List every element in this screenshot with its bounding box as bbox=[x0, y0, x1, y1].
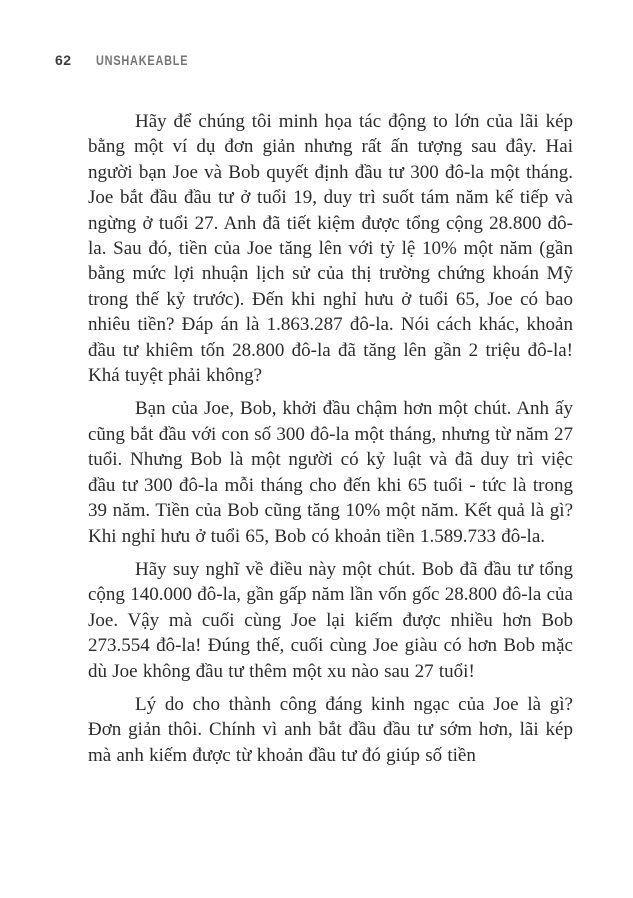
book-title: UNSHAKEABLE bbox=[95, 52, 188, 68]
page-number: 62 bbox=[55, 52, 72, 68]
paragraph-compound-interest-intro: Hãy để chúng tôi minh họa tác động to lớn của lãi kép bằng một ví dụ đơn giản nhưng rất ấn tượng sau đây. Hai người bạn Joe và Bob quyết định đầu tư 300 đô-la một tháng. Joe bắt đầu đầu tư ở tuổi 19, duy trì suốt tám năm kế tiếp và ngừng ở tuổi 27. Anh đã tiết kiệm được tổng cộng 28.800 đô-la. Sau đó, tiền của Joe tăng lên với tỷ lệ 10% một năm (gần bằng mức lợi nhuận lịch sử của thị trường chứng khoán Mỹ trong thế kỷ trước). Đến khi nghỉ hưu ở tuổi 65, Joe có bao nhiêu tiền? Đáp án là 1.863.287 đô-la. Nói cách khác, khoản đầu tư khiêm tốn 28.800 đô-la đã tăng lên gần 2 triệu đô-la! Khá tuyệt phải không? bbox=[88, 111, 573, 387]
paragraph-bob-start: Bạn của Joe, Bob, khởi đầu chậm hơn một chút. Anh ấy cũng bắt đầu với con số 300 đô-la một tháng, nhưng từ năm 27 tuổi. Nhưng Bob là một người có kỷ luật và đã duy trì việc đầu tư 300 đô-la mỗi tháng cho đến khi 65 tuổi - tức là trong 39 năm. Tiền của Bob cũng tăng 10% một năm. Kết quả là gì? Khi nghỉ hưu ở tuổi 65, Bob có khoản tiền 1.589.733 đô-la. bbox=[88, 398, 573, 547]
paragraph-reason: Lý do cho thành công đáng kinh ngạc của Joe là gì? Đơn giản thôi. Chính vì anh bắt đầu đầu tư sớm hơn, lãi kép mà anh kiếm được từ khoản đầu tư đó giúp số tiền bbox=[88, 693, 573, 766]
body-text-column bbox=[88, 109, 573, 776]
running-header bbox=[55, 52, 574, 68]
paragraph-comparison: Hãy suy nghĩ về điều này một chút. Bob đã đầu tư tổng cộng 140.000 đô-la, gần gấp năm lần vốn gốc 28.800 đô-la của Joe. Vậy mà cuối cùng Joe lại kiếm được nhiều hơn Bob 273.554 đô-la! Đúng thế, cuối cùng Joe giàu có hơn Bob mặc dù Joe không đầu tư thêm một xu nào sau 27 tuổi! bbox=[88, 558, 573, 682]
